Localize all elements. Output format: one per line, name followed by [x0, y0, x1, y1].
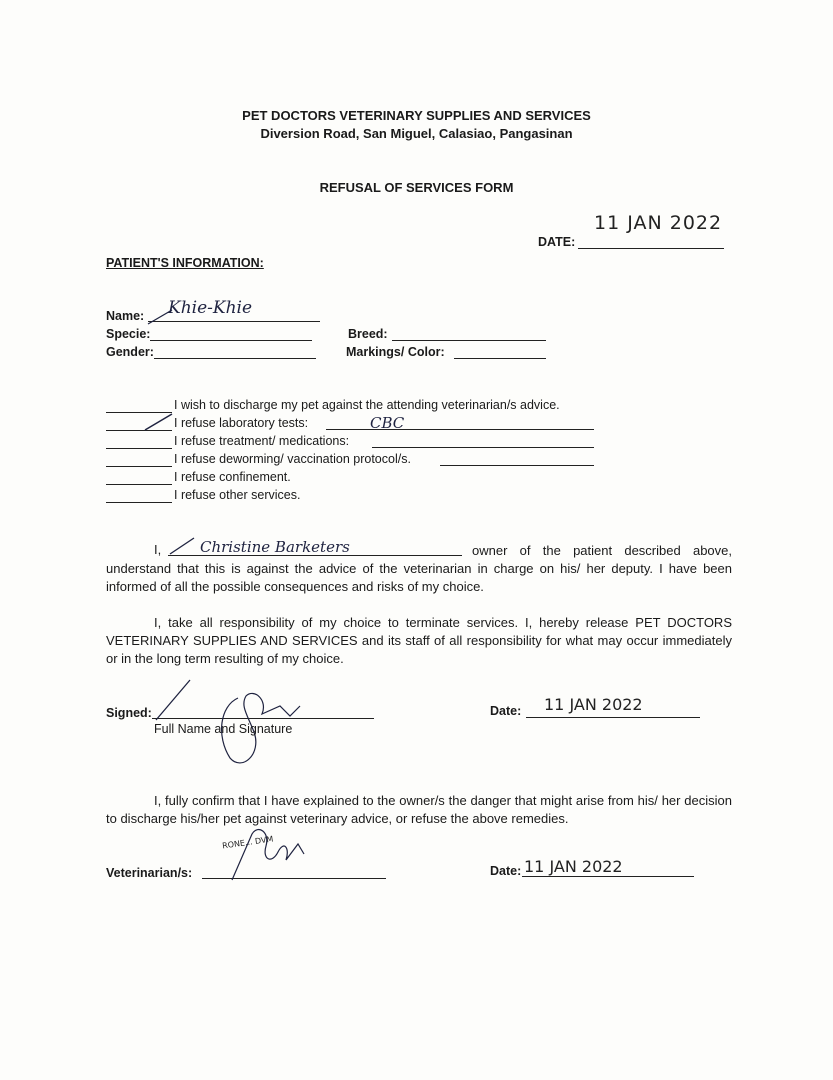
veterinarian-label: Veterinarian/s: [106, 866, 193, 880]
statement3-text: I, fully confirm that I have explained to the owner/s the danger that might arise from his/ her decision to discharge his/her pet against veterinary advice, or refuse the above remedies. [106, 793, 732, 826]
option-label-other: I refuse other services. [174, 488, 301, 502]
name-value: Khie-Khie [168, 298, 253, 318]
clinic-address: Diversion Road, San Miguel, Calasiao, Pangasinan [260, 126, 573, 141]
option-label-deworming: I refuse deworming/ vaccination protocol/s. [174, 452, 411, 466]
specie-field[interactable] [150, 340, 312, 341]
gender-field[interactable] [154, 358, 316, 359]
signed-label: Signed: [106, 706, 152, 720]
owner-date-stamp: 11 JAN 2022 [544, 695, 643, 714]
lab-tests-detail-field[interactable] [326, 429, 594, 430]
name-label: Name: [106, 309, 145, 323]
lab-tests-checkmark [142, 412, 176, 432]
date-stamp: 11 JAN 2022 [594, 212, 723, 234]
statement2-text: I, take all responsibility of my choice to terminate services. I, hereby release PET DOCTORS VETERINARY SUPPLIES AND SERVICES and its staff of all responsibility for what may occur immediately or in the long term resulting of my choice. [106, 615, 732, 666]
gender-label: Gender: [106, 345, 154, 359]
statement1-text: owner of the patient described above, understand that this is against the advice of the veterinarian in charge on his/ her deputy. I have been informed of all the possible consequences and risks of my choice. [106, 543, 732, 594]
owner-date-field[interactable] [526, 717, 700, 718]
owner-name-value: Christine Barketers [200, 538, 350, 556]
option-checkbox-other[interactable] [106, 502, 172, 503]
date-line[interactable] [578, 248, 724, 249]
deworming-detail-field[interactable] [440, 465, 594, 466]
owner-signature-caption: Full Name and Signature [154, 722, 293, 736]
option-checkbox-deworming[interactable] [106, 466, 172, 467]
veterinarian-signature [228, 826, 328, 882]
veterinarian-stamp: RONE... DVM [221, 834, 274, 851]
specie-label: Specie: [106, 327, 151, 341]
treatment-detail-field[interactable] [372, 447, 594, 448]
lab-tests-detail-value: CBC [370, 414, 405, 432]
breed-field[interactable] [392, 340, 546, 341]
name-checkmark [146, 308, 176, 326]
patient-section-title: PATIENT'S INFORMATION: [106, 256, 264, 270]
clinic-name: PET DOCTORS VETERINARY SUPPLIES AND SERVICES [242, 108, 591, 123]
option-label-treatment: I refuse treatment/ medications: [174, 434, 350, 448]
statement1-prefix: I, [154, 542, 162, 557]
veterinarian-date-stamp: 11 JAN 2022 [524, 857, 623, 876]
option-checkbox-confinement[interactable] [106, 484, 172, 485]
form-title: REFUSAL OF SERVICES FORM [319, 180, 514, 195]
owner-date-label: Date: [490, 704, 522, 718]
veterinarian-date-label: Date: [490, 864, 522, 878]
date-label: DATE: [538, 235, 576, 249]
option-label-confinement: I refuse confinement. [174, 470, 291, 484]
markings-label: Markings/ Color: [346, 345, 445, 359]
option-label-lab-tests: I refuse laboratory tests: [174, 416, 309, 430]
option-checkbox-treatment[interactable] [106, 448, 172, 449]
breed-label: Breed: [348, 327, 388, 341]
veterinarian-date-field[interactable] [522, 876, 694, 877]
option-label-discharge: I wish to discharge my pet against the attending veterinarian/s advice. [174, 398, 560, 412]
markings-field[interactable] [454, 358, 546, 359]
